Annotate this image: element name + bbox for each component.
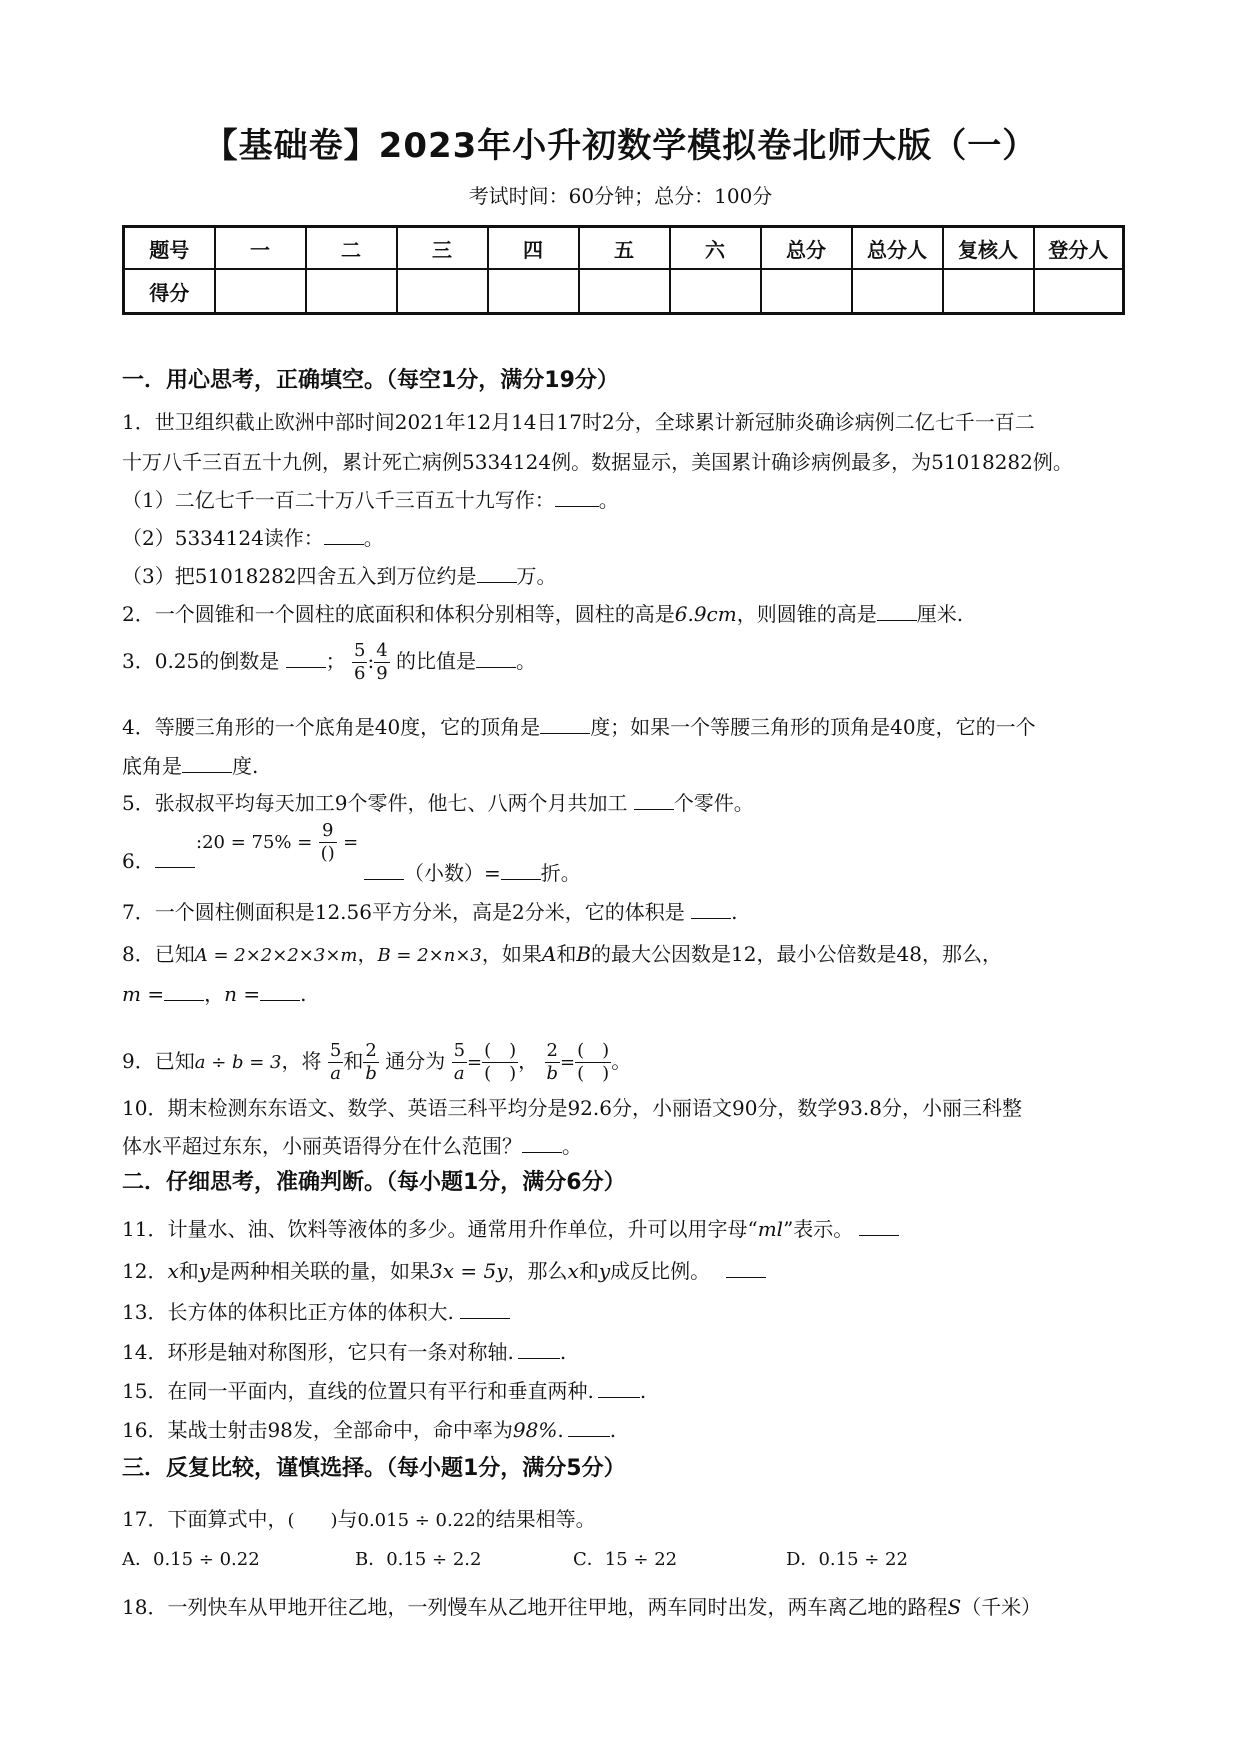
exam-info: 考试时间：60分钟；总分：100分 bbox=[468, 184, 773, 208]
answer-blank[interactable] bbox=[518, 1338, 560, 1359]
text: 3．0.25的倒数是 bbox=[122, 649, 286, 673]
q9 bbox=[122, 1040, 631, 1085]
table-cell: 五 bbox=[579, 227, 670, 270]
fraction bbox=[452, 1040, 467, 1085]
text: . bbox=[300, 982, 307, 1006]
math-variable: y bbox=[598, 1259, 611, 1283]
q17 bbox=[122, 1503, 596, 1532]
choice-blank[interactable]: ( ) bbox=[287, 1510, 338, 1531]
score-header-row bbox=[124, 227, 1124, 270]
page-title: 【基础卷】2023年小升初数学模拟卷北师大版（一） bbox=[203, 126, 1038, 166]
answer-blank[interactable] bbox=[540, 713, 590, 734]
section-1-heading: 一．用心思考，正确填空。（每空1分，满分19分） bbox=[122, 368, 619, 393]
fraction bbox=[352, 640, 367, 685]
numerator: 5 bbox=[353, 640, 366, 661]
answer-blank[interactable] bbox=[522, 1132, 562, 1153]
q8-line2 bbox=[122, 978, 306, 1007]
denominator: a bbox=[330, 1063, 341, 1084]
answer-blank[interactable] bbox=[555, 486, 599, 507]
score-cell[interactable] bbox=[397, 269, 488, 314]
text: 8．已知 bbox=[122, 942, 195, 966]
text: 18．一列快车从甲地开往乙地，一列慢车从乙地开往甲地，两车同时出发，两车离乙地的路程 bbox=[122, 1595, 948, 1619]
denominator: 9 bbox=[376, 663, 388, 684]
q17-option-b[interactable] bbox=[355, 1545, 481, 1571]
option-label: D． bbox=[786, 1549, 819, 1570]
fraction bbox=[328, 1040, 343, 1085]
text: 底角是 bbox=[122, 754, 182, 778]
answer-blank[interactable] bbox=[182, 752, 232, 773]
q4-line2 bbox=[122, 750, 258, 779]
text: ， bbox=[518, 1049, 539, 1073]
table-cell: 总分 bbox=[761, 227, 852, 270]
text: . bbox=[609, 1418, 617, 1442]
q17-option-d[interactable] bbox=[786, 1545, 908, 1571]
math-unit: ml bbox=[757, 1217, 784, 1241]
table-cell: 一 bbox=[215, 227, 306, 270]
score-cell[interactable] bbox=[579, 269, 670, 314]
q10-line1: 10．期末检测东东语文、数学、英语三科平均分是92.6分，小丽语文90分，数学93.8分，小丽三科整 bbox=[122, 1096, 1022, 1120]
answer-blank[interactable] bbox=[164, 980, 204, 1001]
text: （千米） bbox=[961, 1595, 1042, 1619]
answer-blank[interactable] bbox=[155, 847, 195, 868]
text: 度；如果一个等腰三角形的顶角是40度，它的一个 bbox=[590, 715, 1036, 739]
denominator: 6 bbox=[353, 663, 366, 684]
text: 成反比例。 bbox=[610, 1259, 711, 1283]
text: 。 bbox=[598, 488, 619, 512]
denominator: b bbox=[365, 1063, 377, 1084]
table-cell: 总分人 bbox=[852, 227, 943, 270]
text: 万。 bbox=[516, 564, 557, 588]
q13 bbox=[122, 1296, 510, 1325]
q3 bbox=[122, 640, 536, 685]
text: 和 bbox=[178, 1259, 199, 1283]
math-value: 98% bbox=[512, 1418, 558, 1442]
text: 和 bbox=[556, 942, 577, 966]
numerator: 2 bbox=[363, 1040, 379, 1063]
text: （1）二亿七千一百二十万八千三百五十九写作： bbox=[122, 488, 555, 512]
numerator: ( ) bbox=[577, 1040, 610, 1061]
math-equals: = bbox=[560, 1052, 576, 1073]
score-cell[interactable] bbox=[670, 269, 761, 314]
math-equals: = bbox=[467, 1052, 483, 1073]
numerator: 5 bbox=[453, 1040, 466, 1061]
numerator: 4 bbox=[376, 640, 388, 661]
text: ， bbox=[204, 982, 225, 1006]
text: . bbox=[557, 1418, 564, 1442]
text: 厘米. bbox=[916, 602, 964, 626]
table-cell: 二 bbox=[306, 227, 397, 270]
answer-blank[interactable] bbox=[634, 789, 674, 810]
q1-sub3 bbox=[122, 560, 557, 589]
q11 bbox=[122, 1213, 899, 1242]
answer-blank[interactable] bbox=[477, 562, 517, 583]
math-equals: = bbox=[343, 832, 359, 853]
text: . bbox=[559, 1340, 567, 1364]
math-expression: a ÷ b = 3 bbox=[194, 1052, 282, 1073]
text: ，那么 bbox=[507, 1259, 568, 1283]
q18 bbox=[122, 1591, 1041, 1620]
table-cell: 复核人 bbox=[943, 227, 1034, 270]
denominator: b bbox=[546, 1063, 559, 1084]
text: 的结果相等。 bbox=[475, 1507, 596, 1531]
table-cell: 三 bbox=[397, 227, 488, 270]
text: ； bbox=[325, 649, 346, 673]
math-variable: y bbox=[198, 1259, 211, 1283]
answer-blank[interactable] bbox=[476, 647, 516, 668]
text: 12． bbox=[122, 1259, 168, 1283]
q12 bbox=[122, 1255, 766, 1284]
text: 。 bbox=[363, 526, 384, 550]
score-table bbox=[122, 225, 1125, 315]
text: 7．一个圆柱侧面积是12.56平方分米，高是2分米，它的体积是 bbox=[122, 900, 692, 924]
text: （小数）= bbox=[404, 861, 501, 885]
denominator: () bbox=[320, 843, 335, 864]
text: 和 bbox=[578, 1259, 599, 1283]
option-expression: 0.15 ÷ 22 bbox=[818, 1549, 908, 1570]
q1-line2: 十万八千三百五十九例，累计死亡病例5334124例。数据显示，美国累计确诊病例最多，为51018282例。 bbox=[122, 450, 1073, 474]
math-variable: S bbox=[947, 1595, 962, 1619]
text: 17．下面算式中， bbox=[122, 1507, 288, 1531]
math-variable: A bbox=[541, 942, 557, 966]
text: 13．长方体的体积比正方体的体积大. bbox=[122, 1300, 454, 1324]
option-label: A． bbox=[122, 1549, 153, 1570]
answer-blank[interactable] bbox=[568, 1416, 610, 1437]
text: ”表示。 bbox=[783, 1217, 854, 1241]
text: 个零件。 bbox=[673, 791, 754, 815]
math-variable: x bbox=[167, 1259, 179, 1283]
option-expression: 0.15 ÷ 2.2 bbox=[386, 1549, 482, 1570]
text: 4．等腰三角形的一个底角是40度，它的顶角是 bbox=[122, 715, 541, 739]
answer-blank[interactable] bbox=[859, 1215, 899, 1236]
q1-sub1 bbox=[122, 484, 619, 513]
math-variable: B bbox=[576, 942, 592, 966]
q16 bbox=[122, 1414, 616, 1443]
answer-blank[interactable] bbox=[877, 600, 917, 621]
q5 bbox=[122, 787, 754, 816]
text: ，则圆锥的高是 bbox=[736, 602, 877, 626]
text: （2）5334124读作： bbox=[122, 526, 324, 550]
answer-blank[interactable] bbox=[364, 859, 404, 880]
numerator: 5 bbox=[329, 1040, 342, 1061]
text: 。 bbox=[516, 649, 536, 673]
math-expression: B = 2×n×3 bbox=[377, 945, 482, 966]
answer-blank[interactable] bbox=[726, 1257, 766, 1278]
denominator: a bbox=[453, 1063, 465, 1084]
text: 14．环形是轴对称图形，它只有一条对称轴. bbox=[122, 1340, 514, 1364]
section-2-heading: 二．仔细思考，准确判断。（每小题1分，满分6分） bbox=[122, 1170, 626, 1195]
text: ，将 bbox=[281, 1049, 322, 1073]
q2 bbox=[122, 598, 963, 627]
score-cell[interactable] bbox=[306, 269, 397, 314]
math-unit: cm bbox=[706, 602, 737, 626]
option-label: B． bbox=[355, 1549, 387, 1570]
text: 体水平超过东东，小丽英语得分在什么范围？ bbox=[122, 1134, 522, 1158]
fraction bbox=[319, 820, 337, 865]
score-cell[interactable] bbox=[761, 269, 852, 314]
q6-tail bbox=[364, 857, 581, 886]
answer-blank[interactable] bbox=[598, 1377, 640, 1398]
table-cell: 题号 bbox=[124, 227, 215, 270]
fraction bbox=[374, 640, 389, 685]
option-expression: 0.15 ÷ 0.22 bbox=[153, 1549, 260, 1570]
score-cell[interactable] bbox=[1034, 269, 1124, 314]
math-expression: 3x = 5y bbox=[430, 1259, 508, 1283]
text: 与 bbox=[337, 1507, 358, 1531]
math-expression: A = 2×2×2×3×m bbox=[194, 945, 358, 966]
answer-blank[interactable] bbox=[324, 524, 364, 545]
text: . bbox=[731, 900, 738, 924]
text: 折。 bbox=[540, 861, 581, 885]
math-expression: :20 = 75% = bbox=[196, 832, 313, 853]
q10-line2 bbox=[122, 1130, 582, 1159]
q7 bbox=[122, 896, 737, 925]
text: 5．张叔叔平均每天加工9个零件，他七、八两个月共加工 bbox=[122, 791, 634, 815]
numerator: ( ) bbox=[484, 1040, 517, 1061]
ratio-colon: : bbox=[367, 649, 375, 673]
numerator: 2 bbox=[545, 1040, 561, 1063]
q17-option-a[interactable] bbox=[122, 1545, 260, 1571]
q1-sub2 bbox=[122, 522, 384, 551]
score-cell[interactable] bbox=[852, 269, 943, 314]
fraction bbox=[363, 1040, 379, 1085]
answer-blank[interactable] bbox=[691, 898, 731, 919]
table-cell: 六 bbox=[670, 227, 761, 270]
q4-line1 bbox=[122, 711, 1036, 740]
math-expression: 0.015 ÷ 0.22 bbox=[357, 1510, 476, 1531]
fraction bbox=[545, 1040, 561, 1085]
table-cell: 登分人 bbox=[1034, 227, 1124, 270]
text: 15．在同一平面内，直线的位置只有平行和垂直两种. bbox=[122, 1379, 594, 1403]
text: 度. bbox=[232, 754, 259, 778]
math-variable: m = bbox=[122, 982, 165, 1006]
option-expression: 15 ÷ 22 bbox=[604, 1549, 678, 1570]
math-variable: n = bbox=[224, 982, 261, 1006]
answer-blank[interactable] bbox=[501, 859, 541, 880]
section-3-heading: 三．反复比较，谨慎选择。（每小题1分，满分5分） bbox=[122, 1456, 626, 1481]
text: 的比值是 bbox=[396, 649, 476, 673]
fraction-blank[interactable] bbox=[575, 1040, 611, 1085]
q6-equation bbox=[196, 820, 358, 865]
q15 bbox=[122, 1375, 646, 1404]
text: 和 bbox=[343, 1049, 364, 1073]
math-value: 6.9 bbox=[674, 602, 707, 626]
text: ，如果 bbox=[481, 942, 542, 966]
text: 是两种相关联的量，如果 bbox=[210, 1259, 431, 1283]
score-entry-row bbox=[124, 269, 1124, 314]
text: 。 bbox=[611, 1049, 632, 1073]
denominator: ( ) bbox=[577, 1063, 610, 1084]
answer-blank[interactable] bbox=[286, 647, 326, 668]
answer-blank[interactable] bbox=[460, 1298, 510, 1319]
text: ， bbox=[357, 942, 378, 966]
score-cell[interactable] bbox=[943, 269, 1034, 314]
table-cell: 得分 bbox=[124, 269, 215, 314]
denominator: ( ) bbox=[484, 1063, 517, 1084]
text: 。 bbox=[562, 1134, 582, 1158]
text: 16．某战士射击98发，全部命中，命中率为 bbox=[122, 1418, 513, 1442]
text: 的最大公因数是12，最小公倍数是48，那么， bbox=[591, 942, 1002, 966]
text: （3）把51018282四舍五入到万位约是 bbox=[122, 564, 477, 588]
text: 11．计量水、油、饮料等液体的多少。通常用升作单位，升可以用字母“ bbox=[122, 1217, 758, 1241]
answer-blank[interactable] bbox=[260, 980, 300, 1001]
score-cell[interactable] bbox=[215, 269, 306, 314]
text: 通分为 bbox=[385, 1049, 446, 1073]
text: . bbox=[639, 1379, 647, 1403]
fraction-blank[interactable] bbox=[482, 1040, 518, 1085]
q8-line1 bbox=[122, 938, 1002, 967]
q6-number bbox=[122, 845, 195, 874]
table-cell: 四 bbox=[488, 227, 579, 270]
text: 9．已知 bbox=[122, 1049, 195, 1073]
q14 bbox=[122, 1336, 566, 1365]
score-cell[interactable] bbox=[488, 269, 579, 314]
option-label: C． bbox=[573, 1549, 605, 1570]
math-variable: x bbox=[567, 1259, 579, 1283]
text: 2．一个圆锥和一个圆柱的底面积和体积分别相等，圆柱的高是 bbox=[122, 602, 675, 626]
numerator: 9 bbox=[319, 820, 337, 843]
text: 6． bbox=[122, 849, 155, 873]
q17-option-c[interactable] bbox=[573, 1545, 677, 1571]
q1-line1: 1．世卫组织截止欧洲中部时间2021年12月14日17时2分，全球累计新冠肺炎确诊病例二亿七千一百二 bbox=[122, 410, 1035, 434]
